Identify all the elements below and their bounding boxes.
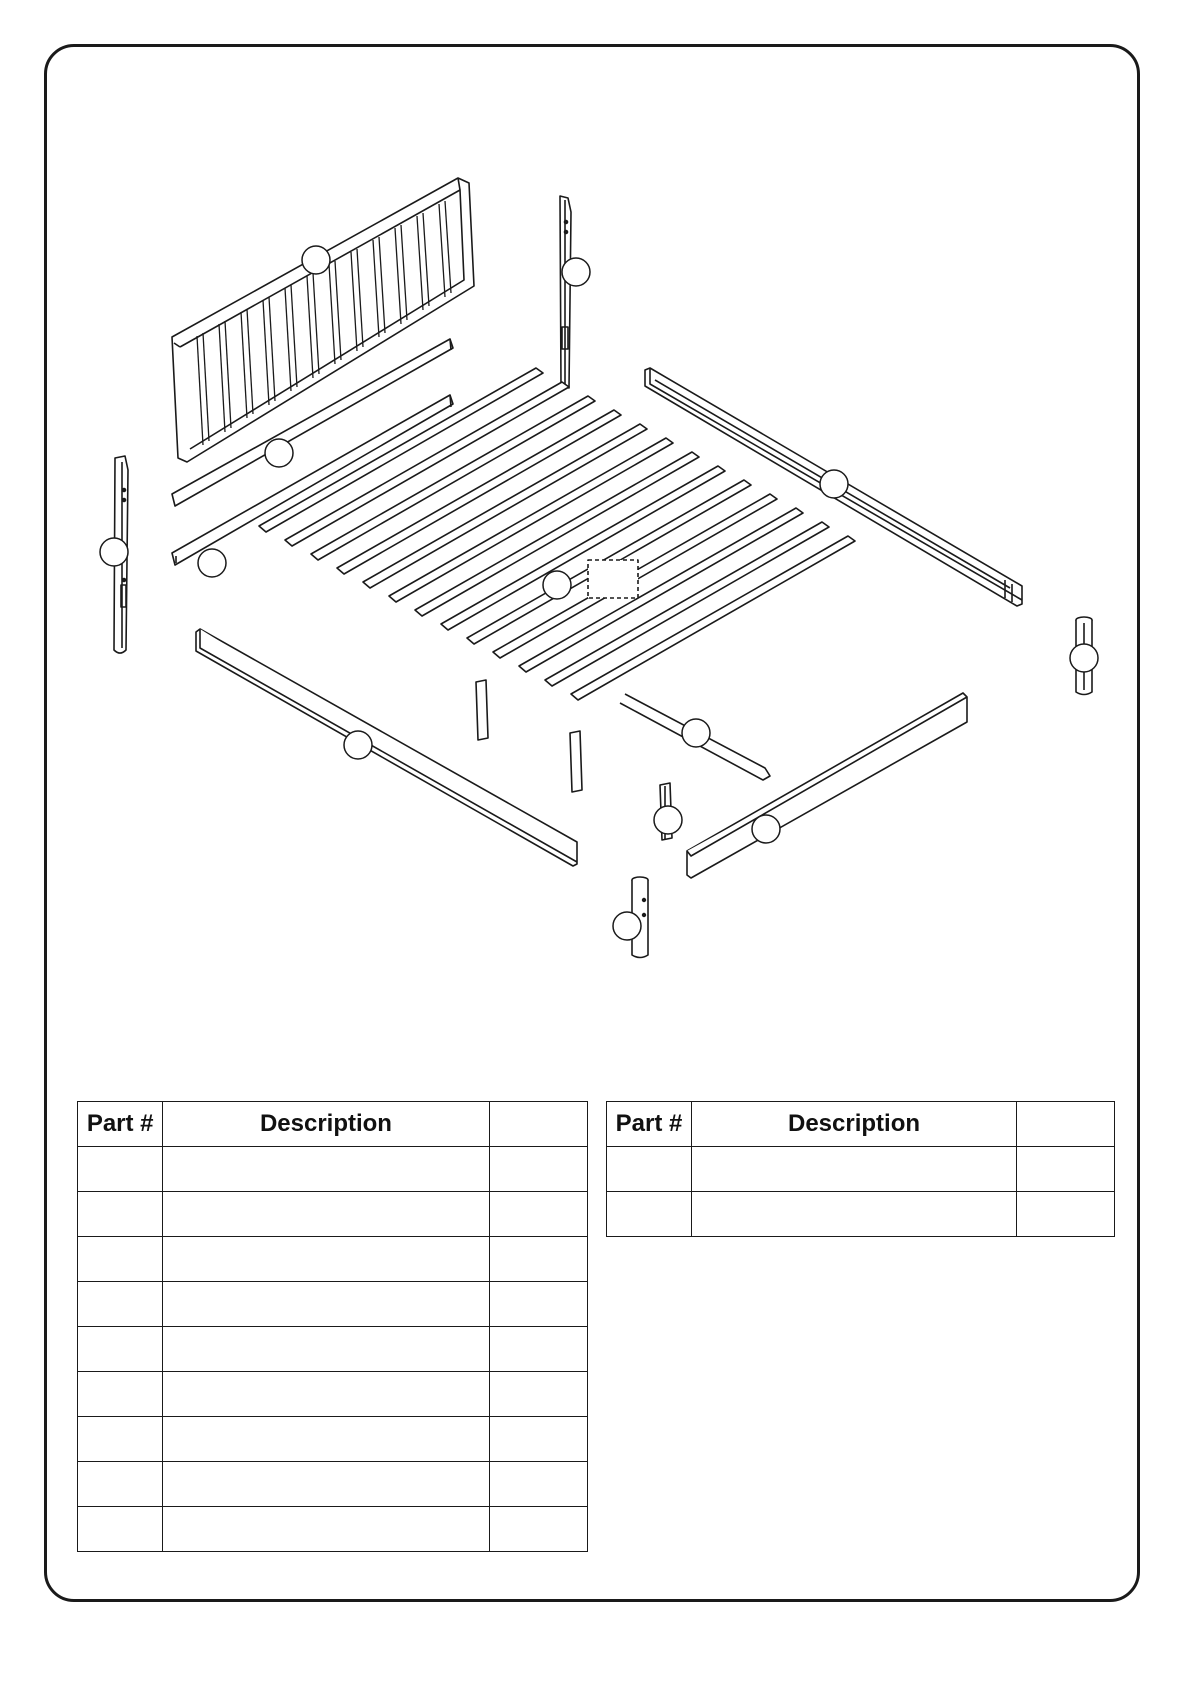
cell-qty	[489, 1507, 587, 1552]
cell-description	[163, 1462, 489, 1507]
cell-part	[78, 1327, 163, 1372]
header-description: Description	[163, 1102, 489, 1147]
header-part: Part #	[607, 1102, 692, 1147]
cell-qty	[489, 1462, 587, 1507]
cell-description	[163, 1192, 489, 1237]
cell-description	[163, 1237, 489, 1282]
cell-part	[78, 1507, 163, 1552]
back-right-post	[560, 196, 571, 388]
cell-part	[78, 1282, 163, 1327]
cell-description	[163, 1372, 489, 1417]
table-row	[78, 1417, 588, 1462]
cell-description	[692, 1147, 1017, 1192]
bed-slats	[259, 368, 855, 700]
cell-qty	[489, 1282, 587, 1327]
header-description: Description	[692, 1102, 1017, 1147]
cell-part	[78, 1147, 163, 1192]
table-row	[78, 1147, 588, 1192]
table-row	[78, 1327, 588, 1372]
front-left-side-rail	[196, 629, 577, 866]
table-row	[78, 1282, 588, 1327]
cell-qty	[1017, 1192, 1115, 1237]
table-row	[607, 1192, 1115, 1237]
cell-part	[78, 1462, 163, 1507]
cell-description	[163, 1282, 489, 1327]
header-qty	[489, 1102, 587, 1147]
cell-qty	[489, 1327, 587, 1372]
cell-qty	[489, 1147, 587, 1192]
cell-part	[78, 1417, 163, 1462]
table-row	[78, 1462, 588, 1507]
cell-qty	[489, 1417, 587, 1462]
table-header-row	[78, 1102, 588, 1147]
table-row	[78, 1372, 588, 1417]
table-row	[78, 1192, 588, 1237]
cell-part	[78, 1372, 163, 1417]
parts-table-left	[77, 1101, 588, 1552]
parts-table-right	[606, 1101, 1115, 1237]
table-row	[78, 1237, 588, 1282]
cell-description	[163, 1147, 489, 1192]
table-row	[607, 1147, 1115, 1192]
table-header-row	[607, 1102, 1115, 1147]
foot-rail	[687, 693, 967, 878]
table-row	[78, 1507, 588, 1552]
cell-part	[607, 1147, 692, 1192]
support-legs	[476, 680, 582, 792]
cell-description	[163, 1327, 489, 1372]
cell-qty	[1017, 1147, 1115, 1192]
header-part: Part #	[78, 1102, 163, 1147]
cell-qty	[489, 1192, 587, 1237]
cell-qty	[489, 1237, 587, 1282]
cell-description	[163, 1417, 489, 1462]
cell-part	[607, 1192, 692, 1237]
cell-description	[163, 1507, 489, 1552]
cell-part	[78, 1192, 163, 1237]
cell-part	[78, 1237, 163, 1282]
header-qty	[1017, 1102, 1115, 1147]
cell-description	[692, 1192, 1017, 1237]
cell-qty	[489, 1372, 587, 1417]
